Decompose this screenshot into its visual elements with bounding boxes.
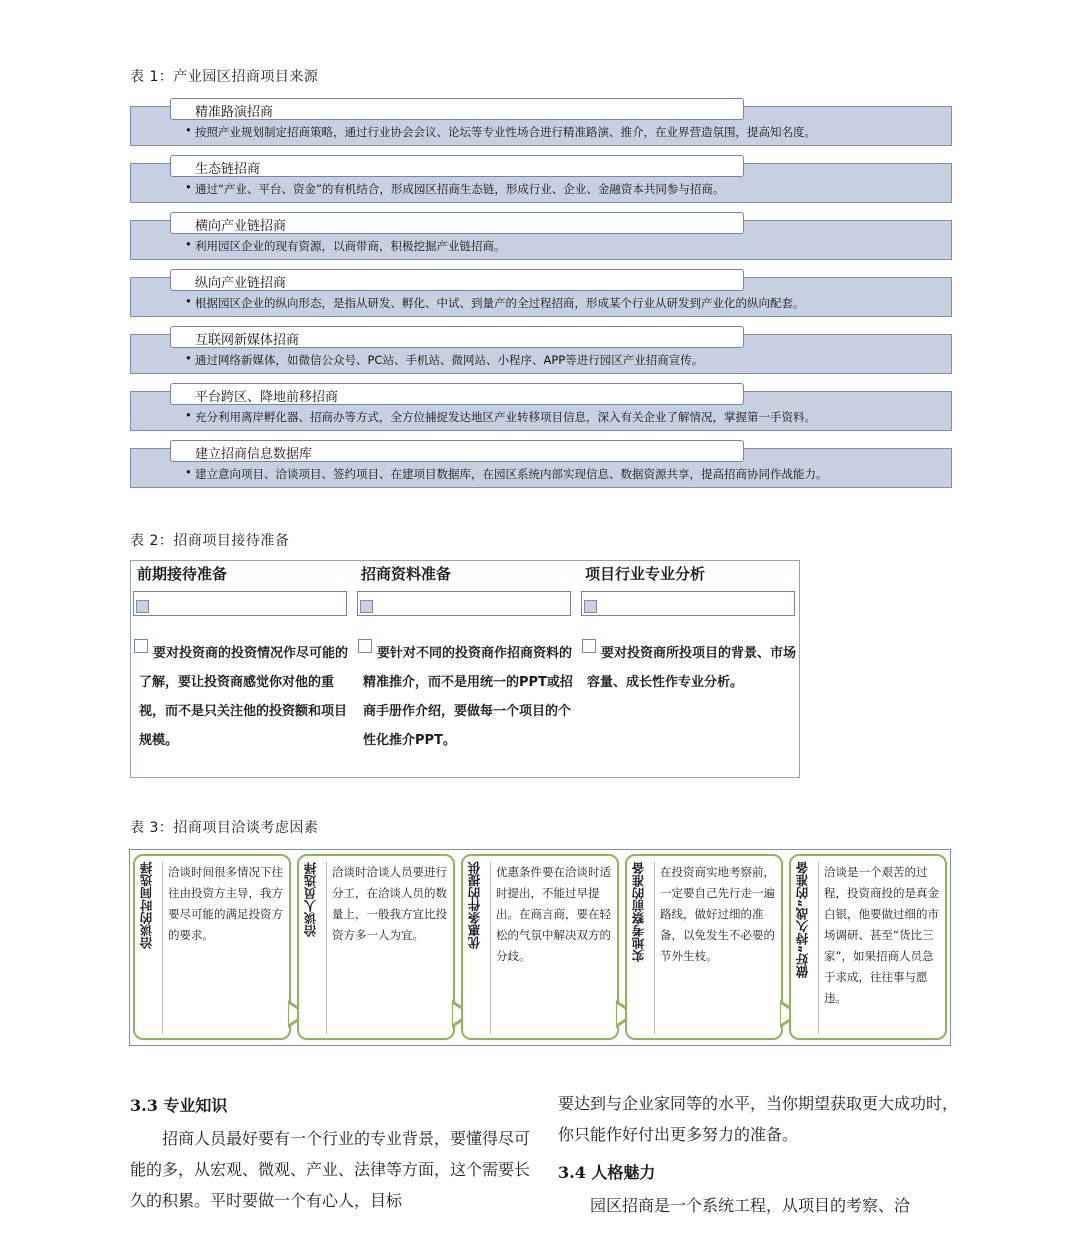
table1-item	[130, 381, 952, 438]
table1-item-title: 互联网新媒体招商	[170, 326, 744, 348]
divider	[490, 862, 491, 1034]
table2-column	[579, 561, 803, 777]
table1-item-title: 生态链招商	[170, 155, 744, 177]
table2-column-text: 要针对不同的投资商作招商资料的精准推介，而不是用统一的PPT或招商手册作介绍，要做每一个项目的个性化推介PPT。	[363, 646, 573, 748]
table1-item-title: 纵向产业链招商	[170, 269, 744, 291]
table2-bar	[357, 591, 571, 616]
table2-column-title: 前期接待准备	[137, 565, 228, 583]
table1-item-desc: • 建立意向项目、洽谈项目、签约项目、在建项目数据库，在园区系统内部实现信息、数据资源共享，提高招商协同作战能力。	[130, 448, 952, 488]
table3-card-title: 洽谈的时间选择	[139, 862, 154, 950]
table1-item	[130, 438, 952, 495]
table1-item	[130, 267, 952, 324]
table1-item-title: 建立招商信息数据库	[170, 440, 744, 462]
table3-card-text: 洽谈时间很多情况下往往由投资方主导，我方要尽可能的满足投资方的要求。	[168, 865, 283, 942]
table3-caption: 表 3：招商项目洽谈考虑因素	[130, 820, 319, 836]
table2-column-text: 要对投资商的投资情况作尽可能的了解，要让投资商感觉你对他的重视，而不是只关注他的投资额和项目规模。	[139, 646, 349, 748]
square-icon	[584, 600, 597, 613]
table1-item-desc: • 根据园区企业的纵向形态，是指从研发、孵化、中试、到量产的全过程招商，形成某个行业从研发到产业化的纵向配套。	[130, 277, 952, 317]
square-icon	[136, 600, 149, 613]
table3-card-title: 实地考察前的准备	[631, 862, 646, 962]
table1-item	[130, 324, 952, 381]
table1-caption: 表 1：产业园区招商项目来源	[130, 69, 319, 85]
table2-column-title: 招商资料准备	[361, 565, 452, 583]
table3-card	[133, 854, 291, 1040]
table3-card-title: 做好“持久战”的准备	[795, 862, 810, 979]
square-icon	[360, 600, 373, 613]
table3-card-text: 在投资商实地考察前，一定要自己先行走一遍路线，做好过细的准备，以免发生不必要的节外生枝。	[660, 865, 775, 963]
table2-column-title: 项目行业专业分析	[585, 565, 706, 583]
table2-bar	[581, 591, 795, 616]
table1-item-title: 横向产业链招商	[170, 212, 744, 234]
table1	[130, 96, 952, 495]
table2-column	[131, 561, 355, 777]
table3-card	[461, 854, 619, 1040]
table3-card-title: 洽谈人员选择	[303, 862, 318, 937]
table2-bar	[133, 591, 347, 616]
table1-item	[130, 153, 952, 210]
table1-item	[130, 96, 952, 153]
table1-item-desc: • 通过网络新媒体，如微信公众号、PC站、手机站、微网站、小程序、APP等进行园区产业招商宣传。	[130, 334, 952, 374]
table2-column	[355, 561, 579, 777]
divider	[162, 862, 163, 1034]
table3-card-text: 优惠条件要在洽谈时适时提出，不能过早提出。在商言商，要在轻松的气氛中解决双方的分歧。	[496, 865, 611, 963]
table3-card-title: 优惠条件的提供	[467, 862, 482, 950]
table1-item-desc: • 按照产业规划制定招商策略，通过行业协会会议、论坛等专业性场合进行精准路演、推介，在业界营造氛围，提高知名度。	[130, 106, 952, 146]
table1-item-desc: • 利用园区企业的现有资源，以商带商，积极挖掘产业链招商。	[130, 220, 952, 260]
divider	[818, 862, 819, 1034]
table3-card	[625, 854, 783, 1040]
section-3-3-paragraph: 招商人员最好要有一个行业的专业背景，要懂得尽可能的多，从宏观、微观、产业、法律等方面，这个需要长久的积累。平时要做一个有心人，目标	[130, 1129, 531, 1210]
table3-card	[297, 854, 455, 1040]
divider	[654, 862, 655, 1034]
divider	[326, 862, 327, 1034]
table1-item-title: 精准路演招商	[170, 98, 744, 120]
table3	[129, 849, 951, 1046]
section-3-4-paragraph: 园区招商是一个系统工程，从项目的考察、洽	[590, 1196, 911, 1215]
table1-item-title: 平台跨区、降地前移招商	[170, 383, 744, 405]
table1-item-desc: • 通过“产业、平台、资金”的有机结合，形成园区招商生态链，形成行业、企业、金融资本共同参与招商。	[130, 163, 952, 203]
table2	[130, 560, 800, 778]
section-3-4-heading: 3.4 人格魅力	[558, 1163, 656, 1182]
right-column-paragraph: 要达到与企业家同等的水平，当你期望获取更大成功时，你只能作好付出更多努力的准备。	[558, 1094, 959, 1144]
table1-item-desc: • 充分利用离岸孵化器、招商办等方式，全方位捕捉发达地区产业转移项目信息，深入有关企业了解情况，掌握第一手资料。	[130, 391, 952, 431]
table1-item	[130, 210, 952, 267]
section-3-3-heading: 3.3 专业知识	[130, 1096, 228, 1115]
table3-card-text: 洽谈时洽谈人员要进行分工，在洽谈人员的数量上，一般我方宜比投资方多一人为宜。	[332, 865, 447, 942]
table2-caption: 表 2：招商项目接待准备	[130, 533, 290, 549]
table3-card	[789, 854, 947, 1040]
table3-card-text: 洽谈是一个艰苦的过程，投资商投的是真金白银，他要做过细的市场调研、甚至“货比三家”，如果招商人员急于求成，往往事与愿违。	[824, 865, 939, 1005]
table2-column-text: 要对投资商所投项目的背景、市场容量、成长性作专业分析。	[587, 646, 797, 690]
